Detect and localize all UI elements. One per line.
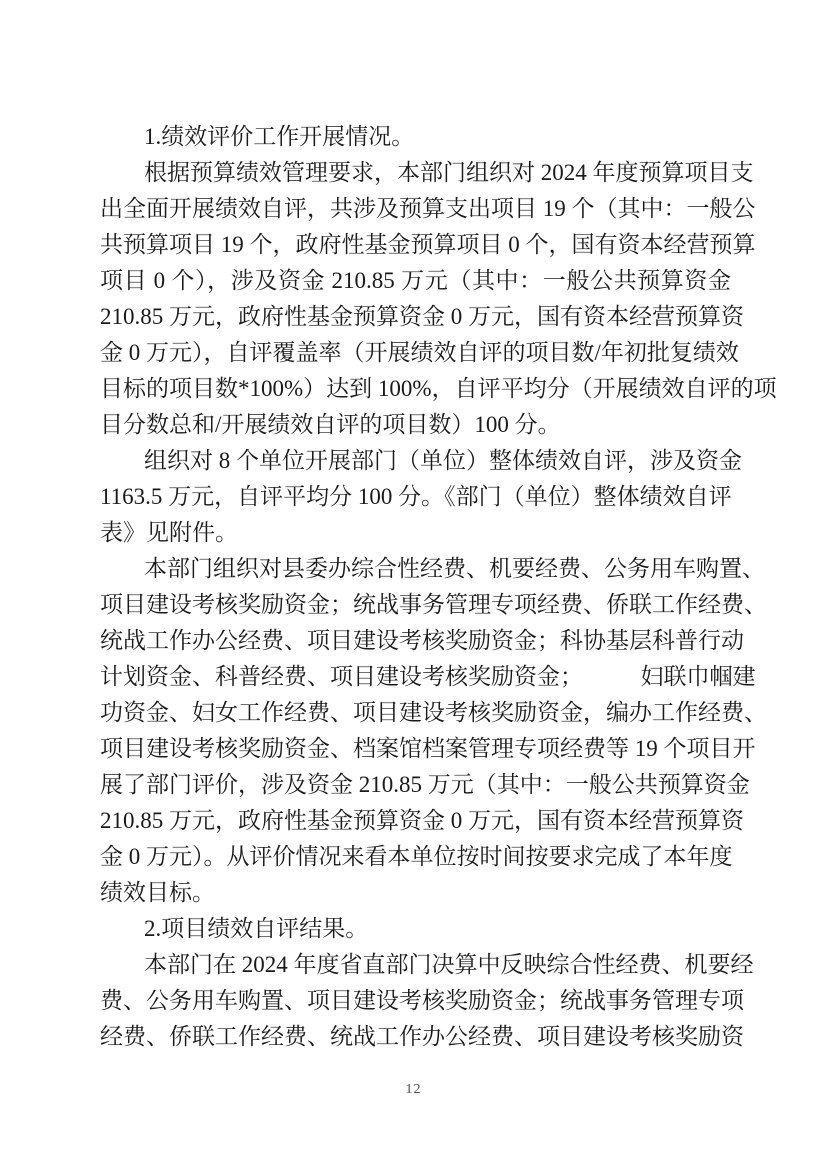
text-line: 功资金、妇女工作经费、项目建设考核奖励资金，编办工作经费、 — [100, 700, 767, 725]
text-line: 目分数总和/开展绩效自评的项目数）100 分。 — [100, 412, 561, 437]
heading-line: 1.绩效评价工作开展情况。 — [144, 124, 415, 149]
text-line: 210.85 万元，政府性基金预算资金 0 万元，国有资本经营预算资 — [100, 304, 744, 329]
text-line: 展了部门评价，涉及资金 210.85 万元（其中：一般公共预算资金 — [100, 772, 750, 797]
text-line: 210.85 万元，政府性基金预算资金 0 万元，国有资本经营预算资 — [100, 808, 744, 833]
heading-line: 2.项目绩效自评结果。 — [144, 916, 369, 941]
page-number: 12 — [405, 1082, 422, 1097]
text-line: 统战工作办公经费、项目建设考核奖励资金；科协基层科普行动 — [100, 628, 744, 653]
document-text-block — [100, 119, 777, 1055]
text-line: 金 0 万元）。从评价情况来看本单位按时间按要求完成了本年度 — [100, 844, 733, 869]
text-line: 共预算项目 19 个，政府性基金预算项目 0 个，国有资本经营预算 — [100, 232, 756, 257]
text-line: 本部门组织对县委办综合性经费、机要经费、公务用车购置、 — [144, 556, 765, 581]
text-line: 1163.5 万元，自评平均分 100 分。《部门（单位）整体绩效自评 — [100, 484, 732, 509]
text-line: 绩效目标。 — [100, 880, 215, 905]
text-line: 根据预算绩效管理要求，本部门组织对 2024 年度预算项目支 — [144, 160, 754, 185]
text-line: 项目建设考核奖励资金；统战事务管理专项经费、侨联工作经费、 — [100, 592, 767, 617]
text-line: 本部门在 2024 年度省直部门决算中反映综合性经费、机要经 — [144, 952, 754, 977]
page-footer — [0, 1080, 827, 1098]
text-line: 组织对 8 个单位开展部门（单位）整体绩效自评，涉及资金 — [144, 448, 742, 473]
text-line: 项目 0 个），涉及资金 210.85 万元（其中：一般公共预算资金 — [100, 268, 731, 293]
text-line: 费、公务用车购置、项目建设考核奖励资金；统战事务管理专项 — [100, 988, 744, 1013]
text-line: 出全面开展绩效自评，共涉及预算支出项目 19 个（其中：一般公 — [100, 196, 756, 221]
text-line: 项目建设考核奖励资金、档案馆档案管理专项经费等 19 个项目开 — [100, 736, 756, 761]
text-line: 目标的项目数*100%）达到 100%，自评平均分（开展绩效自评的项 — [100, 376, 777, 401]
text-line: 金 0 万元），自评覆盖率（开展绩效自评的项目数/年初批复绩效 — [100, 340, 739, 365]
text-line: 经费、侨联工作经费、统战工作办公经费、项目建设考核奖励资 — [100, 1024, 744, 1049]
text-line: 表》见附件。 — [100, 520, 238, 545]
text-line: 计划资金、科普经费、项目建设考核奖励资金； 妇联巾帼建 — [100, 664, 756, 689]
